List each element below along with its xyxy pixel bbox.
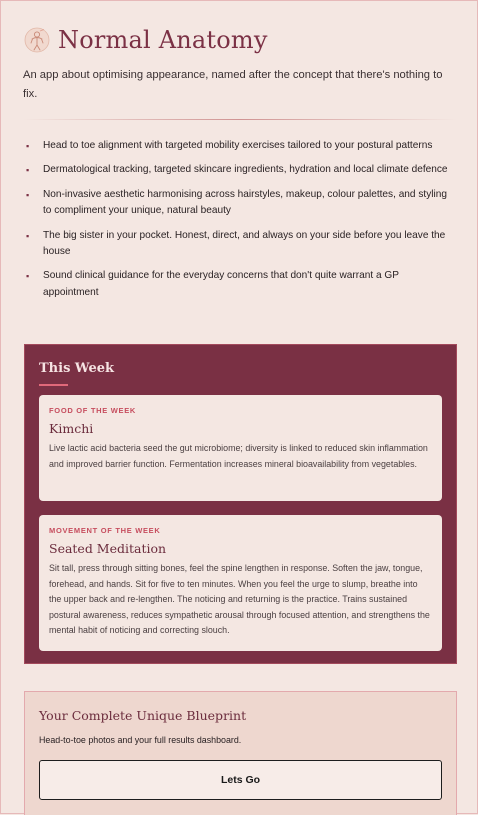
blueprint-description: Head-to-toe photos and your full results dashboard. [39, 735, 242, 745]
blueprint-title: Your Complete Unique Blueprint [39, 708, 247, 723]
food-of-week-card[interactable] [39, 395, 442, 501]
app-title: Normal Anatomy [58, 26, 268, 54]
feature-item [23, 228, 457, 261]
food-card-description: Live lactic acid bacteria seed the gut microbiome; diversity is linked to reduced skin inflammation and improved barrier function. Fermentation increases mineral bioavailability from vegetables. [49, 443, 428, 469]
movement-card-description: Sit tall, press through sitting bones, feel the spine lengthen in response. Soften the jaw, tongue, forehead, and hands. Sit for five to ten minutes. When you feel the urge to slump, breathe into the upper back and re-lengthen. The noticing and returning is the practice. Trains sustained postural awareness, reduces sympathetic arousal through focused attention, and strengthens the mental habit of noticing and correcting slouch. [49, 563, 430, 636]
feature-text: The big sister in your pocket. Honest, direct, and always on your side before you leave the house [43, 229, 446, 258]
bullet-icon: ▪ [26, 165, 30, 176]
feature-text: Head to toe alignment with targeted mobility exercises tailored to your postural patterns [43, 140, 433, 151]
header [23, 23, 455, 104]
header-divider [23, 119, 457, 120]
bullet-icon: ▪ [26, 230, 30, 241]
movement-card-label: MOVEMENT OF THE WEEK [49, 526, 161, 535]
feature-list [23, 138, 457, 309]
this-week-panel [24, 344, 457, 664]
feature-item [23, 187, 457, 220]
logo-row [23, 23, 455, 57]
food-card-label: FOOD OF THE WEEK [49, 406, 137, 415]
feature-item [23, 138, 457, 154]
feature-text: Sound clinical guidance for the everyday concerns that don't quite warrant a GP appointment [43, 270, 399, 298]
lets-go-button[interactable]: Lets Go [39, 760, 442, 800]
this-week-title: This Week [39, 361, 114, 376]
app-subtitle: An app about optimising appearance, named after the concept that there's nothing to fix. [23, 69, 443, 100]
feature-item [23, 162, 457, 178]
anatomy-figure-icon [23, 26, 51, 54]
feature-text: Non-invasive aesthetic harmonising across hairstyles, makeup, colour palettes, and styling to compliment your unique, natural beauty [43, 188, 447, 217]
movement-of-week-card[interactable] [39, 515, 442, 651]
blueprint-panel [24, 691, 457, 815]
movement-card-title: Seated Meditation [49, 541, 167, 556]
bullet-icon: ▪ [26, 141, 30, 151]
this-week-underline [39, 384, 68, 386]
feature-item [23, 268, 457, 301]
food-card-title: Kimchi [49, 421, 94, 436]
feature-text: Dermatological tracking, targeted skincare ingredients, hydration and local climate defence [43, 164, 448, 176]
bullet-icon: ▪ [26, 189, 30, 200]
bullet-icon: ▪ [26, 271, 30, 282]
